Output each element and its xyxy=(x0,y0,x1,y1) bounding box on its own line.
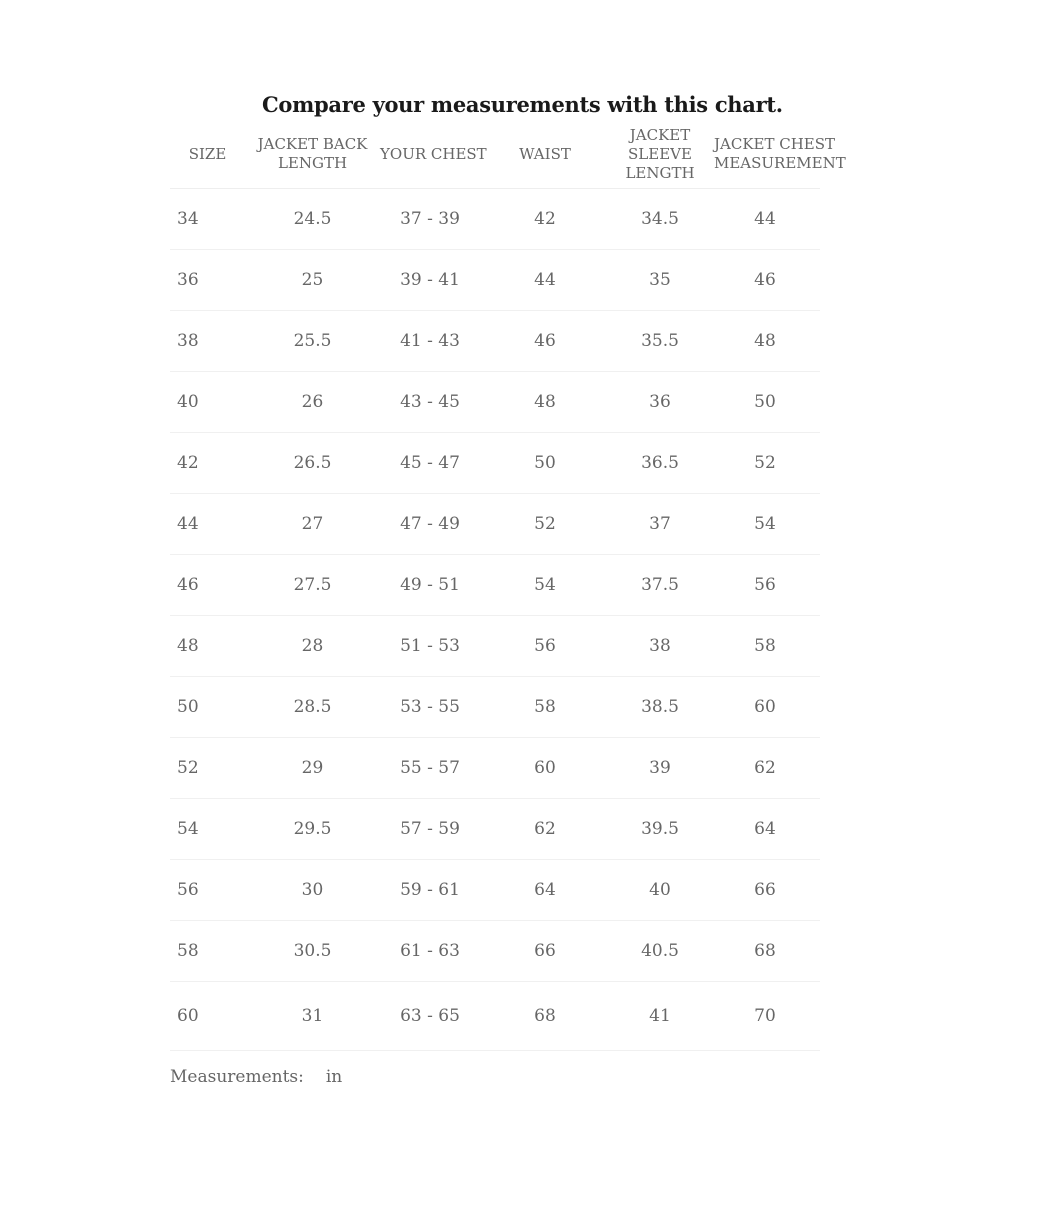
cell-jacket-chest-measurement: 66 xyxy=(710,860,820,921)
cell-jacket-chest-measurement: 64 xyxy=(710,799,820,860)
cell-size: 34 xyxy=(170,189,245,250)
col-header-jacket-sleeve-length xyxy=(610,120,710,189)
col-header-jacket-chest-measurement xyxy=(710,120,846,189)
cell-waist: 50 xyxy=(480,433,610,494)
cell-size: 58 xyxy=(170,921,245,982)
cell-your-chest: 39 - 41 xyxy=(380,250,480,311)
cell-jacket-chest-measurement: 68 xyxy=(710,921,820,982)
col-header-size xyxy=(170,120,245,189)
cell-jacket-chest-measurement: 58 xyxy=(710,616,820,677)
table-row xyxy=(170,189,820,250)
col-header-line: LENGTH xyxy=(277,154,348,172)
col-header-line: LENGTH xyxy=(625,163,695,182)
cell-jacket-back-length: 30 xyxy=(245,860,380,921)
cell-waist: 42 xyxy=(480,189,610,250)
cell-jacket-sleeve-length: 35.5 xyxy=(610,311,710,372)
cell-jacket-sleeve-length: 37 xyxy=(610,494,710,555)
cell-jacket-back-length: 29 xyxy=(245,738,380,799)
table-row xyxy=(170,494,820,555)
cell-your-chest: 41 - 43 xyxy=(380,311,480,372)
col-header-size-line: SIZE xyxy=(188,144,227,163)
col-header-line: MEASUREMENT xyxy=(714,154,846,172)
cell-jacket-sleeve-length: 39.5 xyxy=(610,799,710,860)
cell-waist: 44 xyxy=(480,250,610,311)
cell-jacket-back-length: 30.5 xyxy=(245,921,380,982)
table-row xyxy=(170,555,820,616)
cell-jacket-chest-measurement: 46 xyxy=(710,250,820,311)
cell-jacket-chest-measurement: 56 xyxy=(710,555,820,616)
cell-jacket-sleeve-length: 36.5 xyxy=(610,433,710,494)
cell-waist: 52 xyxy=(480,494,610,555)
table-row xyxy=(170,311,820,372)
table-row xyxy=(170,433,820,494)
col-header-line: JACKET CHEST xyxy=(714,135,836,153)
cell-jacket-sleeve-length: 41 xyxy=(610,982,710,1051)
cell-size: 60 xyxy=(170,982,245,1051)
header-row xyxy=(170,120,820,189)
cell-jacket-sleeve-length: 36 xyxy=(610,372,710,433)
cell-your-chest: 47 - 49 xyxy=(380,494,480,555)
table-row xyxy=(170,372,820,433)
col-header-jacket-back-length xyxy=(245,120,380,189)
cell-size: 38 xyxy=(170,311,245,372)
col-header-line: WAIST xyxy=(519,144,571,163)
cell-jacket-chest-measurement: 48 xyxy=(710,311,820,372)
cell-jacket-back-length: 25.5 xyxy=(245,311,380,372)
table-row xyxy=(170,982,820,1051)
cell-jacket-sleeve-length: 39 xyxy=(610,738,710,799)
table-row xyxy=(170,921,820,982)
measurements-label: Measurements: xyxy=(170,1067,304,1087)
cell-jacket-sleeve-length: 38 xyxy=(610,616,710,677)
cell-your-chest: 45 - 47 xyxy=(380,433,480,494)
measurement-units xyxy=(170,1067,342,1087)
table-row xyxy=(170,250,820,311)
cell-size: 46 xyxy=(170,555,245,616)
cell-waist: 48 xyxy=(480,372,610,433)
cell-jacket-sleeve-length: 37.5 xyxy=(610,555,710,616)
page-title: Compare your measurements with this chart. xyxy=(262,92,783,117)
table-row xyxy=(170,616,820,677)
col-header-your-chest xyxy=(380,120,487,189)
cell-jacket-back-length: 31 xyxy=(245,982,380,1051)
cell-size: 44 xyxy=(170,494,245,555)
cell-waist: 58 xyxy=(480,677,610,738)
size-chart-table xyxy=(170,120,846,1051)
col-header-line: JACKET BACK xyxy=(257,135,368,153)
cell-waist: 60 xyxy=(480,738,610,799)
cell-your-chest: 55 - 57 xyxy=(380,738,480,799)
cell-size: 40 xyxy=(170,372,245,433)
table-header xyxy=(170,120,846,189)
cell-jacket-back-length: 27.5 xyxy=(245,555,380,616)
table-row xyxy=(170,860,820,921)
cell-waist: 56 xyxy=(480,616,610,677)
cell-jacket-sleeve-length: 35 xyxy=(610,250,710,311)
table-row xyxy=(170,738,820,799)
table-body xyxy=(170,189,820,1051)
cell-jacket-back-length: 28.5 xyxy=(245,677,380,738)
cell-waist: 46 xyxy=(480,311,610,372)
cell-waist: 64 xyxy=(480,860,610,921)
cell-your-chest: 61 - 63 xyxy=(380,921,480,982)
cell-your-chest: 37 - 39 xyxy=(380,189,480,250)
cell-jacket-back-length: 24.5 xyxy=(245,189,380,250)
cell-your-chest: 59 - 61 xyxy=(380,860,480,921)
cell-jacket-chest-measurement: 70 xyxy=(710,982,820,1051)
cell-jacket-back-length: 29.5 xyxy=(245,799,380,860)
cell-jacket-back-length: 26 xyxy=(245,372,380,433)
col-header-line: SLEEVE xyxy=(628,144,692,163)
cell-jacket-chest-measurement: 50 xyxy=(710,372,820,433)
cell-jacket-chest-measurement: 62 xyxy=(710,738,820,799)
cell-size: 54 xyxy=(170,799,245,860)
cell-your-chest: 57 - 59 xyxy=(380,799,480,860)
cell-jacket-sleeve-length: 34.5 xyxy=(610,189,710,250)
cell-size: 48 xyxy=(170,616,245,677)
cell-jacket-back-length: 27 xyxy=(245,494,380,555)
table-row xyxy=(170,677,820,738)
cell-size: 56 xyxy=(170,860,245,921)
cell-waist: 54 xyxy=(480,555,610,616)
cell-your-chest: 51 - 53 xyxy=(380,616,480,677)
cell-your-chest: 63 - 65 xyxy=(380,982,480,1051)
table-row xyxy=(170,799,820,860)
col-header-line: JACKET xyxy=(629,125,691,144)
cell-waist: 62 xyxy=(480,799,610,860)
cell-jacket-back-length: 28 xyxy=(245,616,380,677)
cell-jacket-chest-measurement: 44 xyxy=(710,189,820,250)
cell-jacket-chest-measurement: 54 xyxy=(710,494,820,555)
cell-jacket-sleeve-length: 38.5 xyxy=(610,677,710,738)
cell-your-chest: 49 - 51 xyxy=(380,555,480,616)
cell-waist: 66 xyxy=(480,921,610,982)
cell-your-chest: 43 - 45 xyxy=(380,372,480,433)
cell-jacket-back-length: 26.5 xyxy=(245,433,380,494)
col-header-line: YOUR CHEST xyxy=(380,144,487,163)
cell-jacket-sleeve-length: 40.5 xyxy=(610,921,710,982)
cell-size: 36 xyxy=(170,250,245,311)
cell-waist: 68 xyxy=(480,982,610,1051)
cell-jacket-chest-measurement: 52 xyxy=(710,433,820,494)
cell-jacket-back-length: 25 xyxy=(245,250,380,311)
col-header-waist xyxy=(480,120,610,189)
cell-size: 50 xyxy=(170,677,245,738)
cell-size: 52 xyxy=(170,738,245,799)
cell-size: 42 xyxy=(170,433,245,494)
measurements-unit: in xyxy=(325,1067,343,1087)
cell-jacket-sleeve-length: 40 xyxy=(610,860,710,921)
cell-your-chest: 53 - 55 xyxy=(380,677,480,738)
cell-jacket-chest-measurement: 60 xyxy=(710,677,820,738)
